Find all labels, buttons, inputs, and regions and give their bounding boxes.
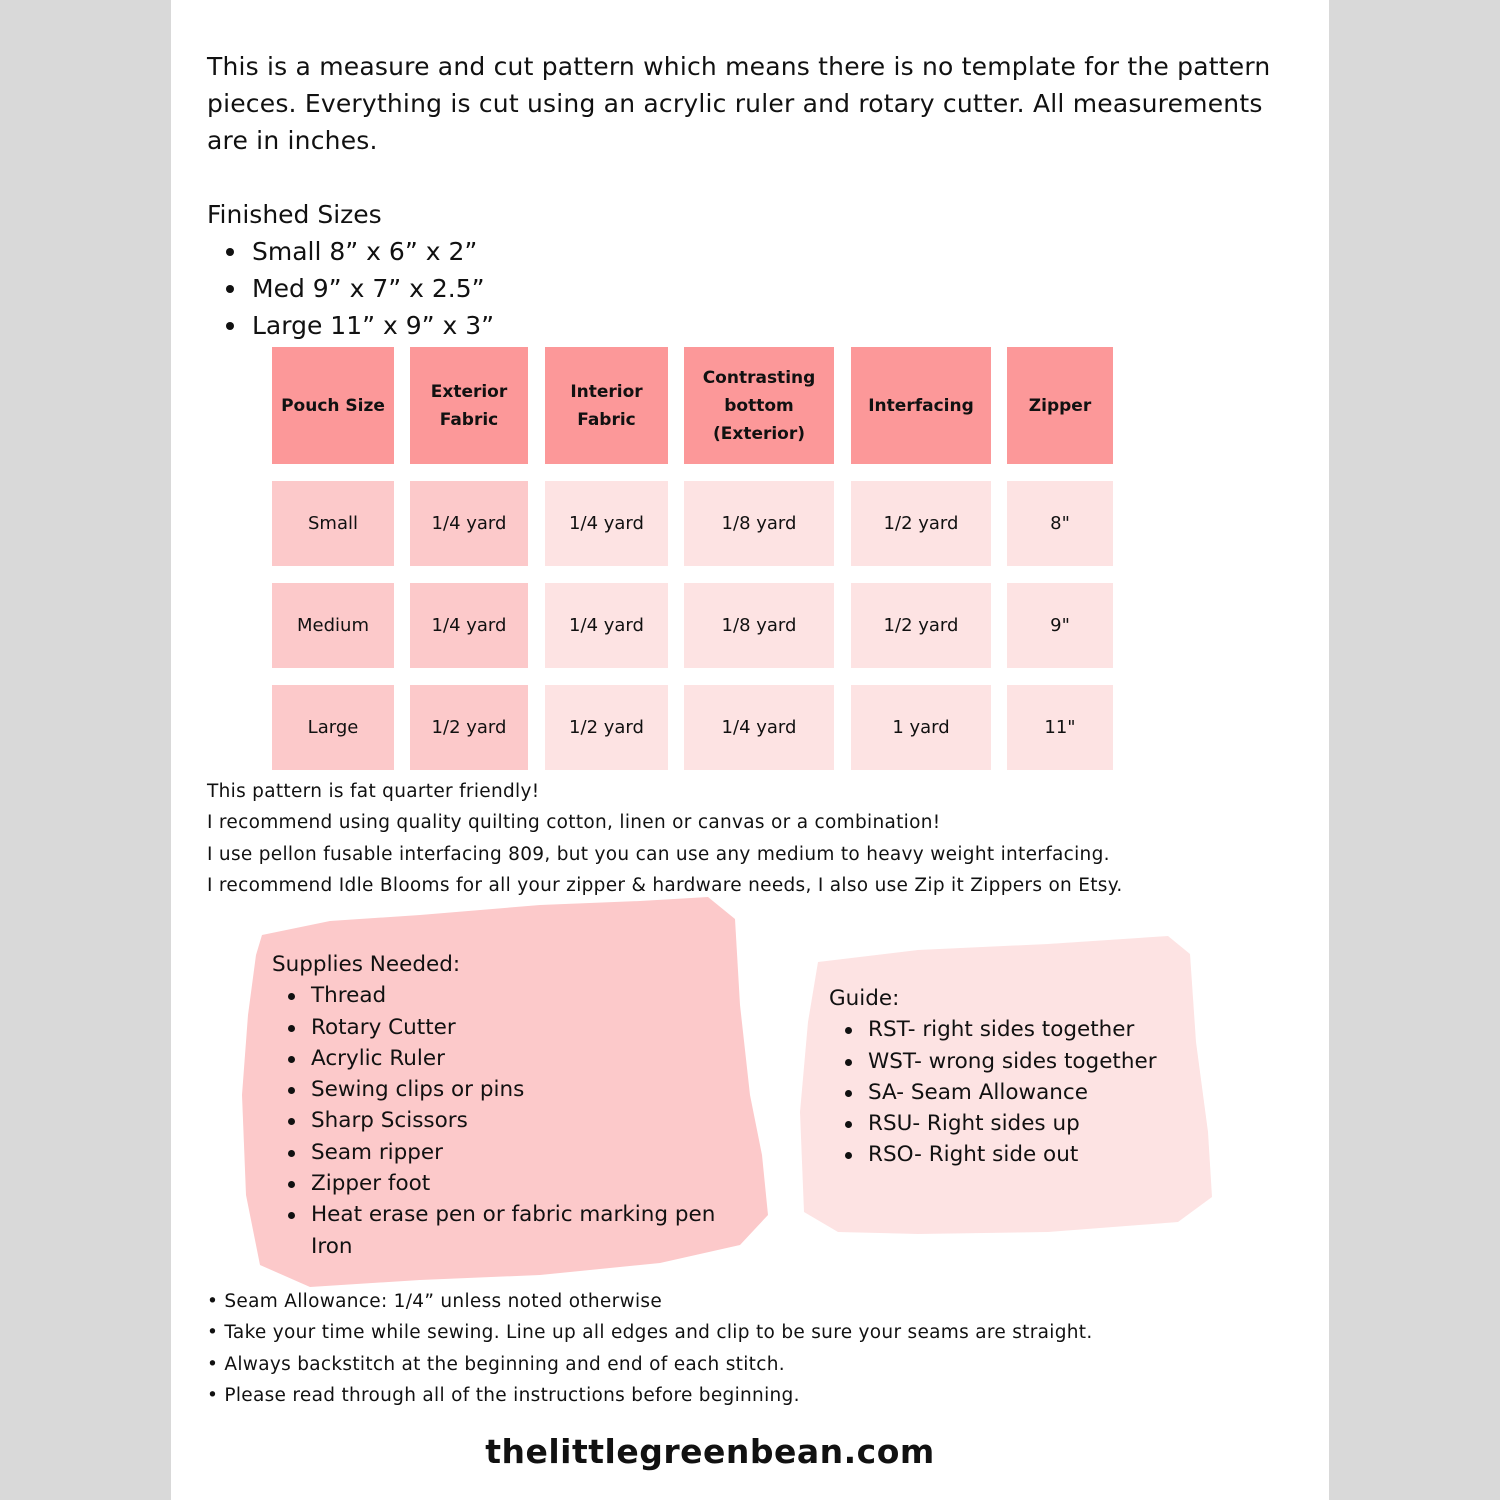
table-cell: Medium: [272, 583, 394, 668]
supply-item: Sharp Scissors: [272, 1105, 722, 1136]
table-header-cell: Exterior Fabric: [410, 347, 528, 464]
finished-size-item: Med 9” x 7” x 2.5”: [218, 270, 494, 307]
supplies-list: [272, 980, 722, 1262]
website-url: thelittlegreenbean.com: [485, 1432, 935, 1471]
table-cell: Small: [272, 481, 394, 566]
finished-size-item: Large 11” x 9” x 3”: [218, 307, 494, 344]
tip-line: • Take your time while sewing. Line up all edges and clip to be sure your seams are straight.: [207, 1322, 1093, 1344]
guide-item: WST- wrong sides together: [829, 1046, 1209, 1077]
finished-size-item: Small 8” x 6” x 2”: [218, 233, 494, 270]
finished-sizes-title: Finished Sizes: [207, 200, 382, 229]
table-cell: 1/4 yard: [684, 685, 834, 770]
table-cell: 1/4 yard: [410, 583, 528, 668]
supply-item: Zipper foot: [272, 1168, 722, 1199]
guide-box: [829, 983, 1209, 1171]
guide-item: RSU- Right sides up: [829, 1108, 1209, 1139]
supply-item: Thread: [272, 980, 722, 1011]
note-line: This pattern is fat quarter friendly!: [207, 781, 540, 802]
table-cell: 1/8 yard: [684, 481, 834, 566]
guide-title: Guide:: [829, 986, 900, 1011]
supply-item: Seam ripper: [272, 1137, 722, 1168]
supply-item: Sewing clips or pins: [272, 1074, 722, 1105]
intro-paragraph: This is a measure and cut pattern which means there is no template for the pattern pieces. Everything is cut using an acrylic ruler and rotary cutter. All measurements are in inches.: [207, 52, 1271, 155]
table-cell: 9": [1007, 583, 1113, 668]
supplies-needed-box: [272, 949, 722, 1262]
guide-item: RST- right sides together: [829, 1014, 1209, 1045]
table-cell: Large: [272, 685, 394, 770]
table-cell: 11": [1007, 685, 1113, 770]
tip-line: • Please read through all of the instructions before beginning.: [207, 1384, 800, 1406]
table-cell: 1/2 yard: [545, 685, 668, 770]
note-line: I use pellon fusable interfacing 809, but you can use any medium to heavy weight interfacing.: [207, 843, 1110, 865]
table-cell: 1/2 yard: [851, 583, 991, 668]
tip-line: • Always backstitch at the beginning and end of each stitch.: [207, 1353, 785, 1375]
table-header-cell: Interfacing: [851, 347, 991, 464]
supply-item: Heat erase pen or fabric marking pen Iron: [272, 1199, 722, 1262]
table-header-cell: Pouch Size: [272, 347, 394, 464]
supply-item: Acrylic Ruler: [272, 1043, 722, 1074]
table-cell: 1 yard: [851, 685, 991, 770]
table-header-cell: Contrasting bottom (Exterior): [684, 347, 834, 464]
guide-list: [829, 1014, 1209, 1170]
supply-item: Rotary Cutter: [272, 1012, 722, 1043]
sewing-tips: [207, 1286, 1093, 1411]
table-header-cell: Zipper: [1007, 347, 1113, 464]
table-cell: 1/8 yard: [684, 583, 834, 668]
table-cell: 1/4 yard: [545, 583, 668, 668]
table-cell: 1/4 yard: [410, 481, 528, 566]
guide-item: SA- Seam Allowance: [829, 1077, 1209, 1108]
supplies-title: Supplies Needed:: [272, 952, 461, 977]
table-cell: 8": [1007, 481, 1113, 566]
guide-item: RSO- Right side out: [829, 1139, 1209, 1170]
finished-sizes-list: [218, 233, 494, 344]
tip-line: • Seam Allowance: 1/4” unless noted otherwise: [207, 1291, 663, 1312]
table-cell: 1/2 yard: [410, 685, 528, 770]
table-header-cell: Interior Fabric: [545, 347, 668, 464]
fabric-notes: [207, 776, 1123, 901]
note-line: I recommend using quality quilting cotton, linen or canvas or a combination!: [207, 812, 941, 834]
note-line: I recommend Idle Blooms for all your zipper & hardware needs, I also use Zip it Zippers on Etsy.: [207, 874, 1123, 896]
table-cell: 1/2 yard: [851, 481, 991, 566]
table-cell: 1/4 yard: [545, 481, 668, 566]
